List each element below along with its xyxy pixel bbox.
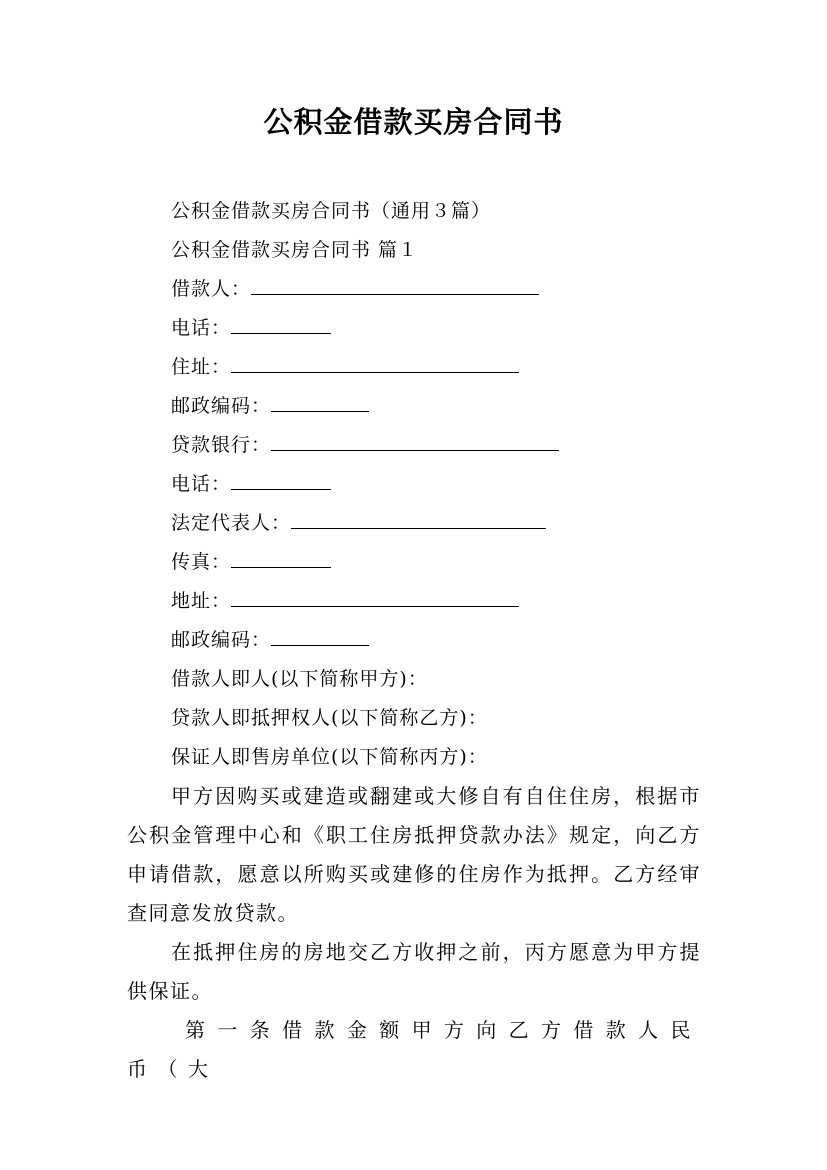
field-bank-phone bbox=[171, 471, 331, 497]
field-borrower bbox=[171, 276, 539, 302]
field-label: 邮政编码： bbox=[171, 395, 272, 417]
section-heading bbox=[171, 237, 418, 263]
body-paragraph: 在抵押住房的房地交乙方收押之前，丙方愿意为甲方提供保证。 bbox=[127, 940, 701, 1003]
field-label: 地址： bbox=[171, 590, 232, 612]
fill-blank[interactable] bbox=[231, 588, 519, 607]
party-c-line bbox=[171, 744, 488, 770]
field-bank-postcode bbox=[171, 627, 369, 653]
field-label: 电话： bbox=[171, 473, 232, 495]
fill-blank[interactable] bbox=[231, 315, 331, 334]
fill-blank[interactable] bbox=[271, 393, 369, 412]
field-fax bbox=[171, 549, 331, 575]
field-label: 法定代表人： bbox=[171, 512, 292, 534]
field-postcode bbox=[171, 393, 369, 419]
field-bank-address bbox=[171, 588, 519, 614]
field-label: 传真： bbox=[171, 551, 232, 573]
field-label: 贷款银行： bbox=[171, 434, 272, 456]
fill-blank[interactable] bbox=[231, 354, 519, 373]
field-address bbox=[171, 354, 519, 380]
fill-blank[interactable] bbox=[271, 627, 369, 646]
field-label: 邮政编码： bbox=[171, 629, 272, 651]
fill-blank[interactable] bbox=[231, 471, 331, 490]
field-phone bbox=[171, 315, 331, 341]
fill-blank[interactable] bbox=[271, 432, 559, 451]
field-label: 电话： bbox=[171, 317, 232, 339]
line-text: 借款人即人(以下简称甲方)： bbox=[171, 668, 428, 690]
line-text: 保证人即售房单位(以下简称丙方)： bbox=[171, 746, 488, 768]
field-lending-bank bbox=[171, 432, 559, 458]
line-text: 贷款人即抵押权人(以下简称乙方)： bbox=[171, 707, 488, 729]
line-text: 公积金借款买房合同书（通用３篇） bbox=[171, 200, 492, 222]
fill-blank[interactable] bbox=[291, 510, 546, 529]
subtitle-line bbox=[171, 198, 491, 224]
field-label: 住址： bbox=[171, 356, 232, 378]
field-legal-representative bbox=[171, 510, 546, 536]
fill-blank[interactable] bbox=[251, 276, 539, 295]
party-a-line bbox=[171, 666, 428, 692]
fill-blank[interactable] bbox=[231, 549, 331, 568]
document-title: 公积金借款买房合同书 bbox=[263, 105, 564, 139]
line-text: 公积金借款买房合同书 篇１ bbox=[171, 239, 419, 261]
body-paragraph: 甲方因购买或建造或翻建或大修自有自住住房，根据市公积金管理中心和《职工住房抵押贷款办法》规定，向乙方申请借款，愿意以所购买或建修的住房作为抵押。乙方经审查同意发放贷款。 bbox=[127, 784, 701, 925]
party-b-line bbox=[171, 705, 488, 731]
article-one-paragraph: 第一条借款金额甲方向乙方借款人民币（大 bbox=[127, 1018, 701, 1081]
field-label: 借款人： bbox=[171, 278, 252, 300]
